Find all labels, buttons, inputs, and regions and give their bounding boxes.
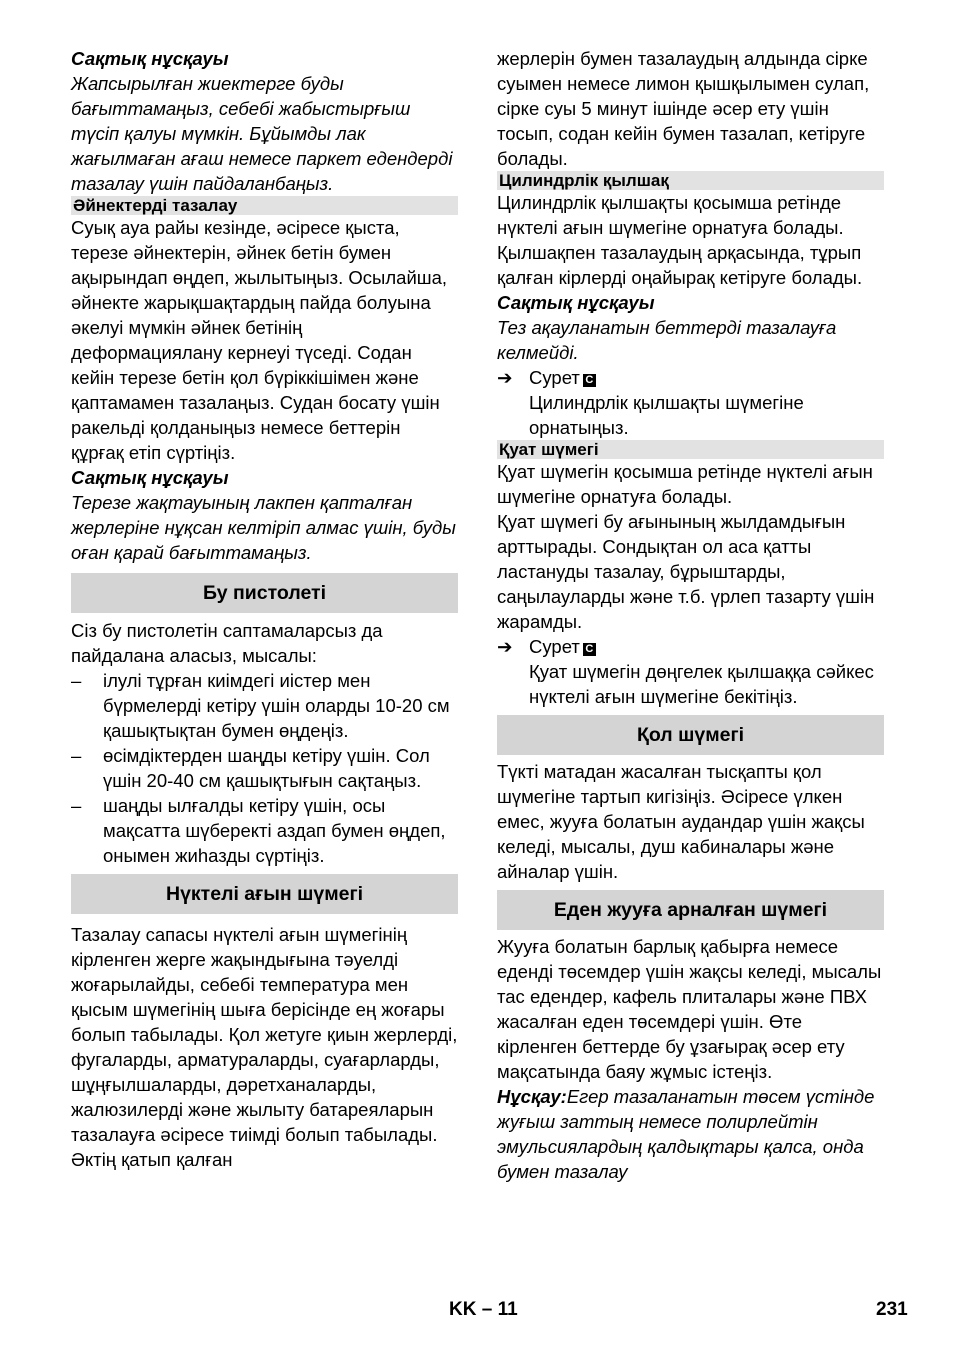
caution-text: Жапсырылған жиектерге буды бағыттамаңыз, себебі жабыстырғыш түсіп қалуы мүмкін. Бұйымды лак жағылмаған ағаш немесе паркет едендерді тазалау үшін пайдаланбаңыз. <box>71 73 453 194</box>
caution-title: Сақтық нұсқауы <box>497 292 655 313</box>
round-brush-step: Цилиндрлік қылшақты шүмегіне орнатыңыз. <box>529 392 804 438</box>
right-column <box>497 46 884 1184</box>
footer-page-number: 231 <box>876 1299 908 1320</box>
power-nozzle-text: Қуат шүмегі бу ағынының жылдамдығын арттырады. Сондықтан ол аса қатты ластануды тазалау, бұрыштарды, саңылауларды және т.б. үрлеп тазарту үшін жарамды. <box>497 511 875 632</box>
figure-label: Сурет <box>529 367 580 388</box>
list-item <box>71 668 458 743</box>
footer-section-code: KK – 11 <box>449 1299 518 1320</box>
arrow-icon: ➔ <box>497 636 513 657</box>
windows-cleaning-text: Суық ауа райы кезінде, әсіресе қыста, терезе әйнектерін, әйнек бетін бумен ақырындап өңдеп, жылытыңыз. Осылайша, әйнекте жарықшақтардың пайда болуына әкелуі мүмкін әйнек бетінің деформациялану кернеуі түседі. Содан кейін терезе бетін қол бүріккішімен және қаптамамен тазалаңыз. Судан босату үшін ракельді қолданыңыз немесе беттерін құрғақ етіп сүртіңіз. <box>71 217 448 463</box>
continued-text: жерлерін бумен тазалаудың алдында сірке суымен немесе лимон қышқылымен сулап, сірке суы 5 минут ішінде әсер ету үшін тосып, содан кейін бумен тазалап, кетіруге болады. <box>497 48 870 169</box>
dash-marker: – <box>71 670 82 691</box>
list-item <box>71 793 458 868</box>
list-item-text: өсімдіктерден шаңды кетіру үшін. Сол үшін 20-40 см қашықтығын сақтаңыз. <box>103 745 430 791</box>
list-item-text: шаңды ылғалды кетіру үшін, осы мақсатта шүберекті аздап бумен өңдеп, онымен жиһазды сүртіңіз. <box>103 795 446 866</box>
power-nozzle-text: Қуат шүмегін қосымша ретінде нүктелі ағын шүмегіне орнатуға болады. <box>497 461 873 507</box>
note-label: Нұсқау: <box>497 1086 567 1107</box>
figure-label: Сурет <box>529 636 580 657</box>
caution-title: Сақтық нұсқауы <box>71 48 229 69</box>
hand-nozzle-section-heading: Қол шүмегі <box>497 715 884 755</box>
steam-gun-section-heading: Бу пистолеті <box>71 573 458 613</box>
windows-cleaning-heading: Әйнектерді тазалау <box>71 196 458 215</box>
dash-marker: – <box>71 795 82 816</box>
note-text: Егер тазаланатын төсем үстінде жуғыш заттың немесе полирлейтін эмульсиялардың қалдықтары қалса, онда бумен тазалау <box>497 1086 875 1182</box>
figure-letter-icon: C <box>583 374 596 387</box>
steam-gun-intro: Сіз бу пистолетін саптамаларсыз да пайдалана аласыз, мысалы: <box>71 620 383 666</box>
caution-text: Терезе жақтауының лакпен қапталған жерлеріне нұқсан келтіріп алмас үшін, буды оған қарай бағыттамаңыз. <box>71 492 456 563</box>
caution-title: Сақтық нұсқауы <box>71 467 229 488</box>
hand-nozzle-text: Түкті матадан жасалған тысқапты қол шүмегіне тартып кигізіңіз. Әсіресе үлкен емес, жууға болатын аудандар үшін жақсы келеді, мысалы, душ кабиналары және айналар үшін. <box>497 761 865 882</box>
arrow-icon: ➔ <box>497 367 513 388</box>
list-item <box>71 743 458 793</box>
caution-text: Тез ақауланатын беттерді тазалауға келмейді. <box>497 317 837 363</box>
round-brush-text: Цилиндрлік қылшақты қосымша ретінде нүктелі ағын шүмегіне орнатуға болады. Қылшақпен тазалаудың арқасында, тұрып қалған кірлерді оңайырақ кетіруге болады. <box>497 192 863 288</box>
detail-nozzle-text: Тазалау сапасы нүктелі ағын шүмегінің кірленген жерге жақындығына тәуелді жоғарылайды, себебі температура мен қысым шүмегінің шыға берісінде ең жоғары болып табылады. Қол жетуге қиын жерлерді, фугаларды, арматураларды, суағарларды, шұңғылшаларды, дәретханаларды, жалюзилерді және жылыту батареяларын тазалауға әсіресе тиімді болып табылады. Әктің қатып қалған <box>71 924 458 1170</box>
note-paragraph <box>497 1084 884 1184</box>
list-item-text: ілулі тұрған киімдегі иістер мен бүрмелерді кетіру үшін оларды 10-20 см қашықтықтан бумен өңдеңіз. <box>103 670 450 741</box>
round-brush-heading: Цилиндрлік қылшақ <box>497 171 884 190</box>
dash-marker: – <box>71 745 82 766</box>
detail-nozzle-section-heading: Нүктелі ағын шүмегі <box>71 874 458 914</box>
figure-reference <box>497 365 884 390</box>
left-column <box>71 46 458 1172</box>
power-nozzle-heading: Қуат шүмегі <box>497 440 884 459</box>
power-nozzle-step: Қуат шүмегін дөңгелек қылшаққа сәйкес нүктелі ағын шүмегіне бекітіңіз. <box>529 661 874 707</box>
figure-letter-icon: C <box>583 643 596 656</box>
floor-nozzle-text: Жууға болатын барлық қабырға немесе еденді төсемдер үшін жақсы келеді, мысалы тас едендер, кафель плиталары және ПВХ жасалған еден төсемдері үшін. Өте кірленген беттерде бу ұзағырақ әсер ету мақсатында баяу жұмыс істеңіз. <box>497 936 882 1082</box>
figure-reference <box>497 634 884 659</box>
floor-nozzle-section-heading: Еден жууға арналған шүмегі <box>497 890 884 930</box>
